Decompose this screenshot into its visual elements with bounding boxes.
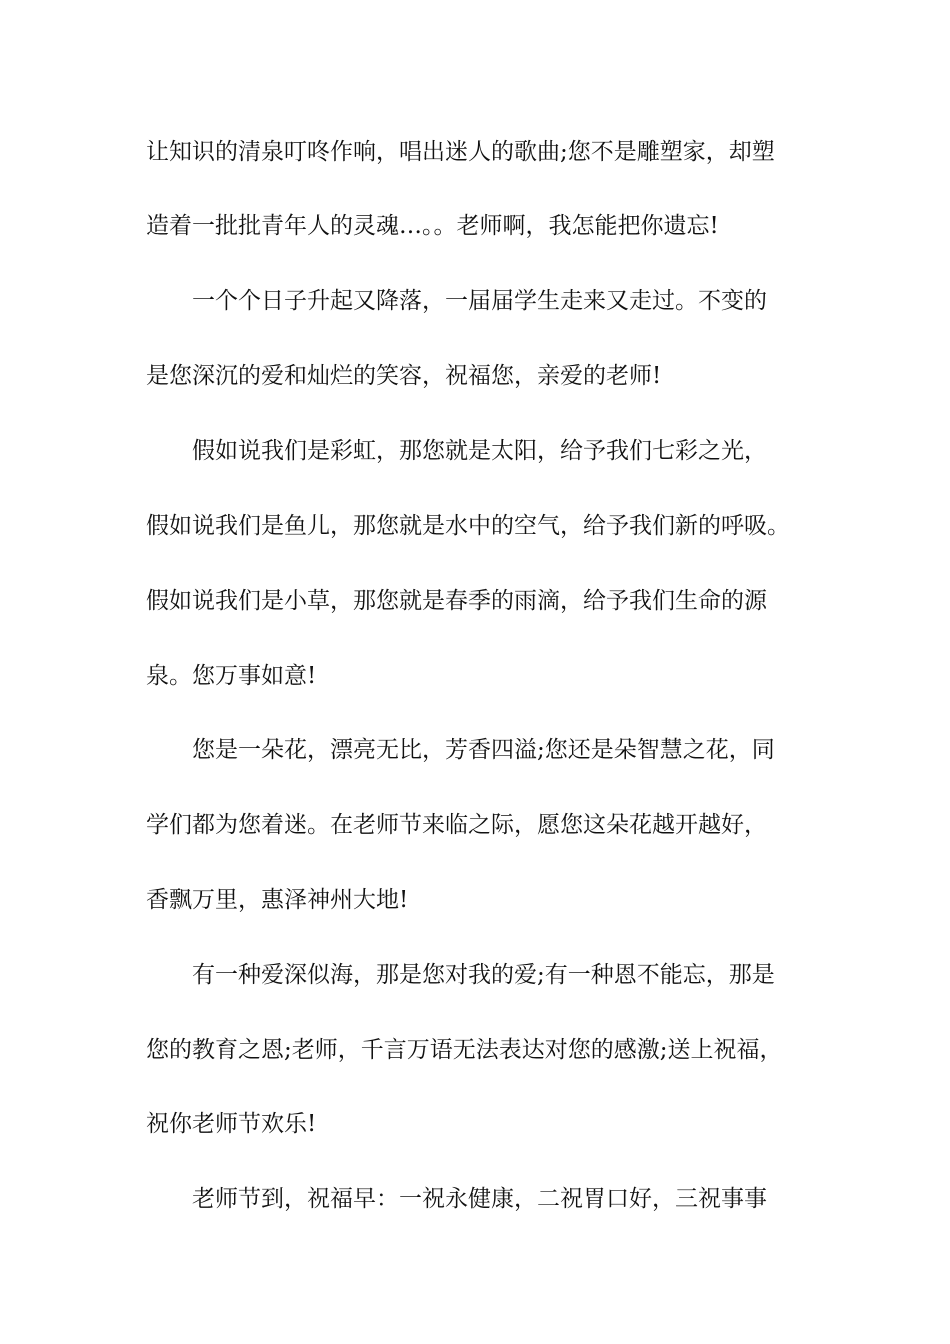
text-line: 您是一朵花，漂亮无比，芳香四溢;您还是朵智慧之花，同 [192, 737, 775, 763]
text-line: 造着一批批青年人的灵魂…。。老师啊，我怎能把你遗忘! [146, 213, 719, 239]
text-line: 祝你老师节欢乐! [146, 1111, 317, 1137]
text-line: 让知识的清泉叮咚作响，唱出迷人的歌曲;您不是雕塑家，却塑 [146, 139, 775, 165]
text-line: 假如说我们是小草，那您就是春季的雨滴，给予我们生命的源 [146, 588, 767, 614]
text-line: 学们都为您着迷。在老师节来临之际，愿您这朵花越开越好， [146, 812, 767, 838]
text-line: 香飘万里，惠泽神州大地! [146, 887, 409, 913]
text-line: 假如说我们是鱼儿，那您就是水中的空气，给予我们新的呼吸。 [146, 513, 790, 539]
text-line: 一个个日子升起又降落，一届届学生走来又走过。不变的 [192, 288, 767, 314]
text-line: 假如说我们是彩虹，那您就是太阳，给予我们七彩之光， [192, 438, 767, 464]
text-line: 泉。您万事如意! [146, 663, 317, 689]
text-line: 有一种爱深似海，那是您对我的爱;有一种恩不能忘，那是 [192, 962, 775, 988]
text-line: 您的教育之恩;老师，千言万语无法表达对您的感激;送上祝福， [146, 1037, 783, 1063]
text-line: 老师节到，祝福早：一祝永健康，二祝胃口好，三祝事事 [192, 1186, 767, 1212]
text-line: 是您深沉的爱和灿烂的笑容，祝福您，亲爱的老师! [146, 363, 662, 389]
